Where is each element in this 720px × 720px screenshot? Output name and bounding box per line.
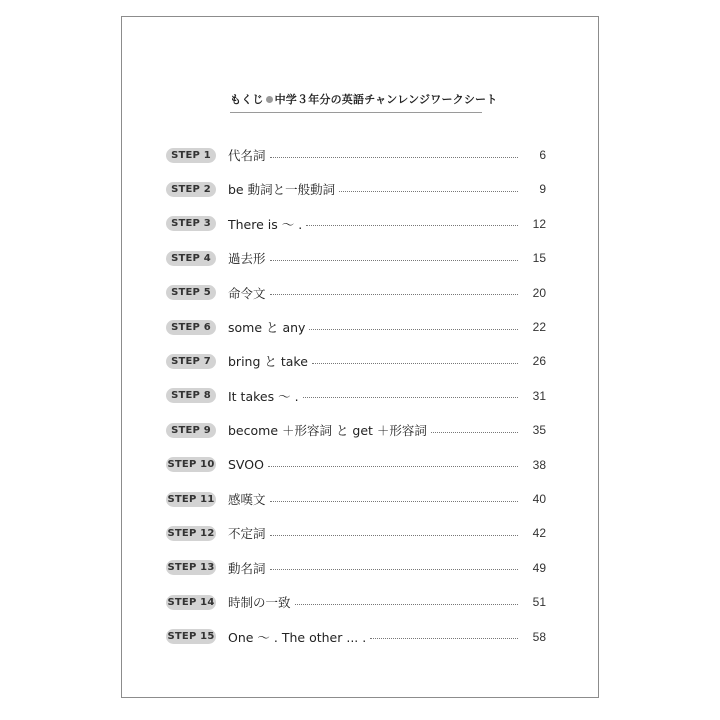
toc-label: There is ～ . bbox=[228, 216, 303, 232]
page-number: 22 bbox=[532, 320, 546, 334]
step-badge: STEP 10 bbox=[167, 459, 215, 471]
dot-leader bbox=[270, 260, 518, 261]
dot-leader bbox=[270, 157, 518, 158]
toc-row[interactable] bbox=[166, 627, 546, 647]
step-badge: STEP 2 bbox=[166, 182, 216, 197]
toc-row[interactable] bbox=[166, 386, 546, 406]
dot-leader bbox=[309, 329, 518, 330]
step-badge: STEP 4 bbox=[166, 251, 216, 266]
title-mokuji: もくじ bbox=[230, 93, 264, 106]
page-title bbox=[230, 91, 497, 107]
toc-row[interactable] bbox=[166, 248, 546, 268]
toc-label: 命令文 bbox=[228, 285, 266, 301]
page-number: 31 bbox=[532, 388, 546, 403]
toc-row[interactable] bbox=[166, 179, 546, 199]
toc-row[interactable] bbox=[166, 283, 546, 303]
step-badge: STEP 12 bbox=[167, 527, 215, 539]
step-badge: STEP 8 bbox=[166, 388, 216, 403]
toc-row[interactable] bbox=[166, 558, 546, 578]
toc-label: 感嘆文 bbox=[228, 492, 266, 507]
page-number: 15 bbox=[532, 251, 546, 266]
toc-row[interactable] bbox=[166, 523, 546, 543]
dot-leader bbox=[268, 466, 518, 467]
page-number: 9 bbox=[539, 182, 546, 197]
page-number: 6 bbox=[539, 148, 546, 162]
step-badge: STEP 6 bbox=[166, 320, 216, 335]
page-number: 35 bbox=[532, 423, 546, 438]
step-badge: STEP 13 bbox=[167, 562, 215, 574]
toc-row[interactable] bbox=[166, 489, 546, 509]
toc-row[interactable] bbox=[166, 455, 546, 475]
step-badge: STEP 5 bbox=[166, 285, 216, 300]
dot-leader bbox=[270, 501, 518, 502]
toc-row[interactable] bbox=[166, 420, 546, 440]
toc-row[interactable] bbox=[166, 214, 546, 234]
page-number: 26 bbox=[532, 354, 546, 369]
dot-leader bbox=[270, 294, 518, 295]
dot-leader bbox=[270, 569, 518, 570]
step-badge: STEP 15 bbox=[167, 631, 215, 643]
dot-leader bbox=[339, 191, 518, 192]
title-book-name: 中学３年分の英語チャンレンジワークシート bbox=[274, 93, 498, 106]
page-number: 20 bbox=[532, 285, 546, 300]
bullet-dot-icon bbox=[266, 96, 273, 103]
page-number: 49 bbox=[532, 560, 546, 575]
page-number: 38 bbox=[532, 457, 546, 472]
step-badge: STEP 9 bbox=[166, 423, 216, 438]
page-number: 42 bbox=[532, 526, 546, 541]
toc-label: 過去形 bbox=[228, 251, 266, 267]
dot-leader bbox=[303, 397, 518, 398]
toc-label: bring と take bbox=[228, 354, 308, 370]
dot-leader bbox=[270, 535, 518, 536]
page-number: 12 bbox=[532, 216, 546, 231]
toc-label: It takes ～ . bbox=[228, 388, 299, 404]
toc-label: 時制の一致 bbox=[228, 595, 291, 611]
toc-row[interactable] bbox=[166, 351, 546, 371]
dot-leader bbox=[306, 225, 518, 226]
step-badge: STEP 11 bbox=[167, 493, 215, 505]
toc-label: 代名詞 bbox=[228, 148, 266, 163]
step-badge: STEP 7 bbox=[166, 354, 216, 369]
toc-label: be 動詞と一般動詞 bbox=[228, 182, 336, 198]
title-underline bbox=[230, 112, 482, 113]
toc-row[interactable] bbox=[166, 592, 546, 612]
toc-label: SVOO bbox=[228, 457, 264, 473]
dot-leader bbox=[312, 363, 518, 364]
page-number: 51 bbox=[532, 595, 546, 610]
toc-row[interactable] bbox=[166, 317, 546, 337]
worksheet-page bbox=[121, 16, 599, 698]
dot-leader bbox=[370, 638, 518, 639]
toc-label: some と any bbox=[228, 320, 306, 335]
page-number: 58 bbox=[532, 629, 546, 644]
page-number: 40 bbox=[532, 492, 546, 506]
toc-row[interactable] bbox=[166, 145, 546, 165]
step-badge: STEP 1 bbox=[166, 148, 216, 163]
toc-label: 動名詞 bbox=[228, 560, 266, 576]
toc-label: One ～ . The other ... . bbox=[228, 629, 367, 645]
dot-leader bbox=[295, 604, 518, 605]
toc-label: 不定詞 bbox=[228, 526, 266, 542]
dot-leader bbox=[431, 432, 518, 433]
toc-label: become ＋形容詞 と get ＋形容詞 bbox=[228, 423, 427, 439]
step-badge: STEP 3 bbox=[166, 216, 216, 231]
step-badge: STEP 14 bbox=[167, 596, 215, 608]
